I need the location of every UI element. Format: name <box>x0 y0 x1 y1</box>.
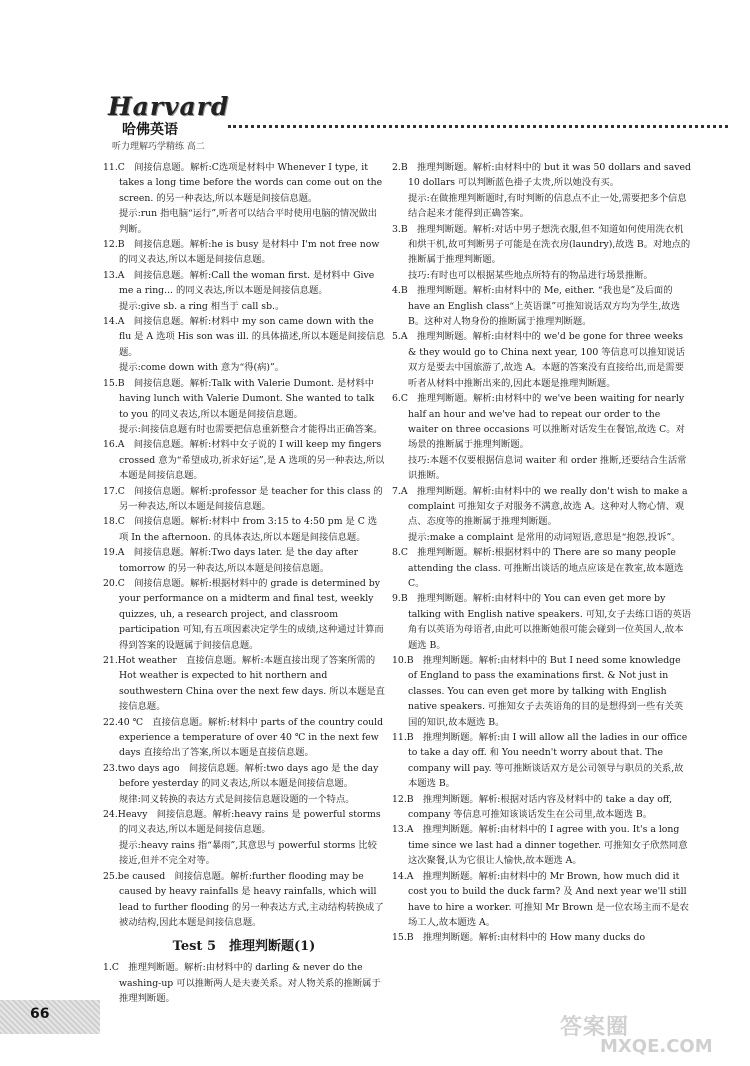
answer-entry: 20.C 间接信息题。解析:根据材料中的 grade is determined by your performance on a midterm and final test, weekly quizzes, uh, a research project, and classroom participation 可知,有五项因素决定学生的成绩,这种通过计算而得到答案的设题属于间接信息题。 <box>103 577 384 651</box>
answer-entry: 15.B 间接信息题。解析:Talk with Valerie Dumont. 是材料中 having lunch with Valerie Dumont. She wanted to talk to you 的同义表达,所以本题是间接信息题。 <box>103 377 375 420</box>
harvard-logo: Harvard <box>108 92 230 121</box>
book-subtitle: 听力理解巧学精练 高二 <box>112 142 205 152</box>
answer-entry: 13.A 间接信息题。解析:Call the woman first. 是材料中 Give me a ring... 的同义表达,所以本题是间接信息题。 <box>103 269 375 297</box>
answer-entry: 25.be caused 间接信息题。解析:further flooding may be caused by heavy rainfalls 是 heavy rainfalls, which will lead to further flooding 的另一种表达方式,主动结构转换成了被动结构,因此本题是间接信息题。 <box>103 870 384 928</box>
answer-entry: 22.40 ℃ 直接信息题。解析:材料中 parts of the country could experience a temperature of over 40 ℃ in the next few days 直接给出了答案,所以本题是直接信息题。 <box>103 716 384 759</box>
answer-entry: 19.A 间接信息题。解析:Two days later. 是 the day after tomorrow 的另一种表达,所以本题是间接信息题。 <box>103 547 359 574</box>
page-number-background <box>0 1000 100 1034</box>
answer-entry: 18.C 间接信息题。解析:材料中 from 3:15 to 4:50 pm 是 C 选项 In the afternoon. 的具体表达,所以本题是间接信息题。 <box>103 516 378 543</box>
tip-entry: 提示:make a complaint 是常用的动词短语,意思是“抱怨,投诉”。 <box>408 531 681 543</box>
answer-entry: 1.C 推理判断题。解析:由材料中的 darling & never do the washing-up 可以推断两人是夫妻关系。对人物关系的推断属于推理判断题。 <box>103 962 381 1005</box>
answer-entry: 16.A 间接信息题。解析:材料中女子说的 I will keep my fingers crossed 意为“希望成功,祈求好运”,是 A 选项的另一种表达,所以本题是间接信息题。 <box>103 439 385 482</box>
tip-entry: 提示:间接信息题有时也需要把信息重新整合才能得出正确答案。 <box>119 423 383 435</box>
answer-entry: 12.B 推理判断题。解析:根据对话内容及材料中的 take a day off, company 等信息可推知该谈话发生在公司里,故本题选 B。 <box>392 793 673 821</box>
test-section-heading: Test 5 推理判断题(1) <box>172 939 316 955</box>
page-number: 66 <box>30 1006 50 1022</box>
answer-entry: 21.Hot weather 直接信息题。解析:本题直接出现了答案所需的 Hot weather is expected to hit northern and southwestern China over the next few days. 所以本题是直接信息题。 <box>103 655 385 713</box>
left-column <box>103 160 385 1007</box>
header-dotted-rule <box>228 125 728 128</box>
rule-entry: 规律:同义转换的表达方式是间接信息题设题的一个特点。 <box>119 793 355 805</box>
answer-entry: 12.B 间接信息题。解析:he is busy 是材料中 I'm not free now 的同义表达,所以本题是间接信息题。 <box>103 239 380 266</box>
tip-entry: 提示:heavy rains 指“暴雨”,其意思与 powerful storms 比较接近,但并不完全对等。 <box>119 839 377 867</box>
tip-entry: 提示:give sb. a ring 相当于 call sb.。 <box>119 300 285 312</box>
technique-entry: 技巧:有时也可以根据某些地点所特有的物品进行场景推断。 <box>408 269 653 281</box>
tip-entry: 提示:run 指电脑“运行”,听者可以结合平时使用电脑的情况做出判断。 <box>119 208 378 235</box>
answer-entry: 6.C 推理判断题。解析:由材料中的 we've been waiting for nearly half an hour and we've had to repeat our order to the waiter on three occasions 可以推断对话发生在餐馆,故选 C。对场景的推断属于推理判断题。 <box>392 393 685 451</box>
answer-entry: 8.C 推理判断题。解析:根据材料中的 There are so many people attending the class. 可推断出谈话的地点应该是在教室,故本题选 C。 <box>392 547 684 589</box>
answer-entry: 14.A 间接信息题。解析:材料中 my son came down with the flu 是 A 选项 His son was ill. 的具体描述,所以本题是间接信息题。 <box>103 316 385 358</box>
technique-entry: 技巧:本题不仅要根据信息词 waiter 和 order 推断,还要结合生活常识推断。 <box>408 454 687 482</box>
answer-entry: 23.two days ago 间接信息题。解析:two days ago 是 the day before yesterday 的同义表达,所以本题是间接信息题。 <box>103 762 379 790</box>
tip-entry: 提示:come down with 意为“得(病)”。 <box>119 362 285 374</box>
watermark-url: MXQE.COM <box>600 1036 713 1057</box>
page-header <box>108 92 728 158</box>
answer-entry: 24.Heavy 间接信息题。解析:heavy rains 是 powerful storms 的同义表达,所以本题是间接信息题。 <box>103 809 381 836</box>
answer-entry: 4.B 推理判断题。解析:由材料中的 Me, either. “我也是”及后面的 have an English class“上英语课”可推知说话双方均为学生,故选 B。这种对人物身份的推断属于推理判断题。 <box>392 285 680 328</box>
watermark-text: 答案圈 <box>560 1015 630 1040</box>
answer-entry: 5.A 推理判断题。解析:由材料中的 we'd be gone for three weeks & they would go to China next year, 100 等信息可以推知说话双方是要去中国旅游了,故选 A。本题的答案没有直接给出,而是需要听者从材料中推断出来的,因此本题是推理判断题。 <box>392 331 685 389</box>
tip-entry: 提示:在做推理判断题时,有时判断的信息点不止一处,需要把多个信息结合起来才能得到正确答案。 <box>408 192 687 220</box>
answer-entry: 15.B 推理判断题。解析:由材料中的 How many ducks do <box>392 932 646 944</box>
answer-entry: 11.C 间接信息题。解析:C选项是材料中 Whenever I type, it takes a long time before the words can come out on the screen. 的另一种表达,所以本题是间接信息题。 <box>103 162 383 204</box>
answer-entry: 3.B 推理判断题。解析:对话中男子想洗衣服,但不知道如何使用洗衣机和烘干机,故可判断男子可能是在洗衣房(laundry),故选 B。对地点的推断属于推理判断题。 <box>392 223 691 266</box>
answer-entry: 11.B 推理判断题。解析:由 I will allow all the ladies in our office to take a day off. 和 You needn't worry about that. The company will pay. 等可推断谈话双方是公司领导与职员的关系,故本题选 B。 <box>392 732 688 790</box>
answer-entry: 14.A 推理判断题。解析:由材料中的 Mr Brown, how much did it cost you to build the duck farm? 及 And next year we'll still have to hire a worker. 可推知 Mr Brown 是一位农场主而不是农场工人,故本题选 A。 <box>392 870 689 928</box>
answer-entry: 10.B 推理判断题。解析:由材料中的 But I need some knowledge of England to pass the examinations first. & Not just in classes. You can even get more by talking with English native speakers. 可推知女子去英语角的目的是想得到一些有关英国的知识,故本题选 B。 <box>392 655 684 728</box>
answer-entry: 7.A 推理判断题。解析:由材料中的 we really don't wish to make a complaint 可推知女子对服务不满意,故选 A。这种对人物心情、观点、态度等的推断属于推理判断题。 <box>392 485 688 528</box>
brand-chinese-title: 哈佛英语 <box>122 122 178 138</box>
answer-entry: 2.B 推理判断题。解析:由材料中的 but it was 50 dollars and saved 10 dollars 可以判断蓝色褂子太贵,所以她没有买。 <box>392 162 691 189</box>
right-column <box>392 160 692 946</box>
answer-entry: 13.A 推理判断题。解析:由材料中的 I agree with you. It's a long time since we last had a dinner together. 可推知女子欣然同意这次聚餐,认为它很让人愉快,故本题选 A。 <box>392 824 688 867</box>
answer-entry: 17.C 间接信息题。解析:professor 是 teacher for this class 的另一种表达,所以本题是间接信息题。 <box>103 485 383 512</box>
answer-entry: 9.B 推理判断题。解析:由材料中的 You can even get more by talking with English native speakers. 可知,女子去练口语的英语角有以英语为母语者,由此可以推断她很可能会碰到一位英国人,故本题选 B。 <box>392 593 691 651</box>
